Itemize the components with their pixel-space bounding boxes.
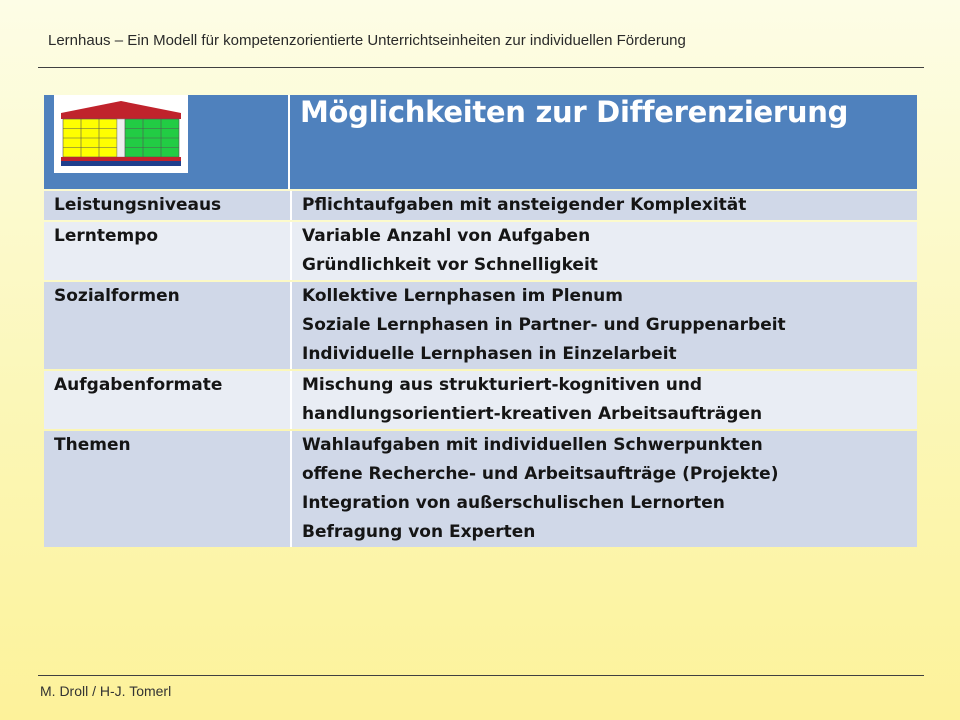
row-content-lerntempo [290,222,917,280]
table-header-row [44,95,917,189]
content-line: Wahlaufgaben mit individuellen Schwerpunkten [302,435,763,455]
content-line: offene Recherche- und Arbeitsaufträge (Projekte) [302,464,779,484]
row-content-aufgabenformate [290,371,917,429]
logo-cell [44,95,290,189]
differentiation-table [44,93,917,549]
lernhaus-logo [54,95,188,173]
content-line: handlungsorientiert-kreativen Arbeitsaufträgen [302,404,763,424]
row-label-themen: Themen [44,431,290,547]
table-row [44,222,917,280]
content-line: Befragung von Experten [302,522,536,542]
content-line: Gründlichkeit vor Schnelligkeit [302,255,598,275]
content-line: Pflichtaufgaben mit ansteigender Komplexität [302,195,747,215]
table-row [44,371,917,429]
table-row [44,191,917,220]
content-line: Integration von außerschulischen Lernorten [302,493,725,513]
row-label-aufgabenformate: Aufgabenformate [44,371,290,429]
row-content-themen [290,431,917,547]
row-label-leistungsniveaus: Leistungsniveaus [44,191,290,220]
lernhaus-house-icon [58,99,184,169]
content-line: Individuelle Lernphasen in Einzelarbeit [302,344,677,364]
row-content-leistungsniveaus [290,191,917,220]
content-line: Variable Anzahl von Aufgaben [302,226,591,246]
content-line: Mischung aus strukturiert-kognitiven und [302,375,703,395]
header-divider [38,67,924,68]
table-row [44,282,917,369]
footer-divider [38,675,924,676]
content-line: Soziale Lernphasen in Partner- und Gruppenarbeit [302,315,786,335]
table-title: Möglichkeiten zur Differenzierung [290,95,917,189]
footer-authors: M. Droll / H-J. Tomerl [40,683,172,699]
row-label-sozialformen: Sozialformen [44,282,290,369]
table-row [44,431,917,547]
content-line: Kollektive Lernphasen im Plenum [302,286,623,306]
row-content-sozialformen [290,282,917,369]
page-header-title: Lernhaus – Ein Modell für kompetenzorientierte Unterrichtseinheiten zur individuellen Förderung [48,32,686,49]
row-label-lerntempo: Lerntempo [44,222,290,280]
